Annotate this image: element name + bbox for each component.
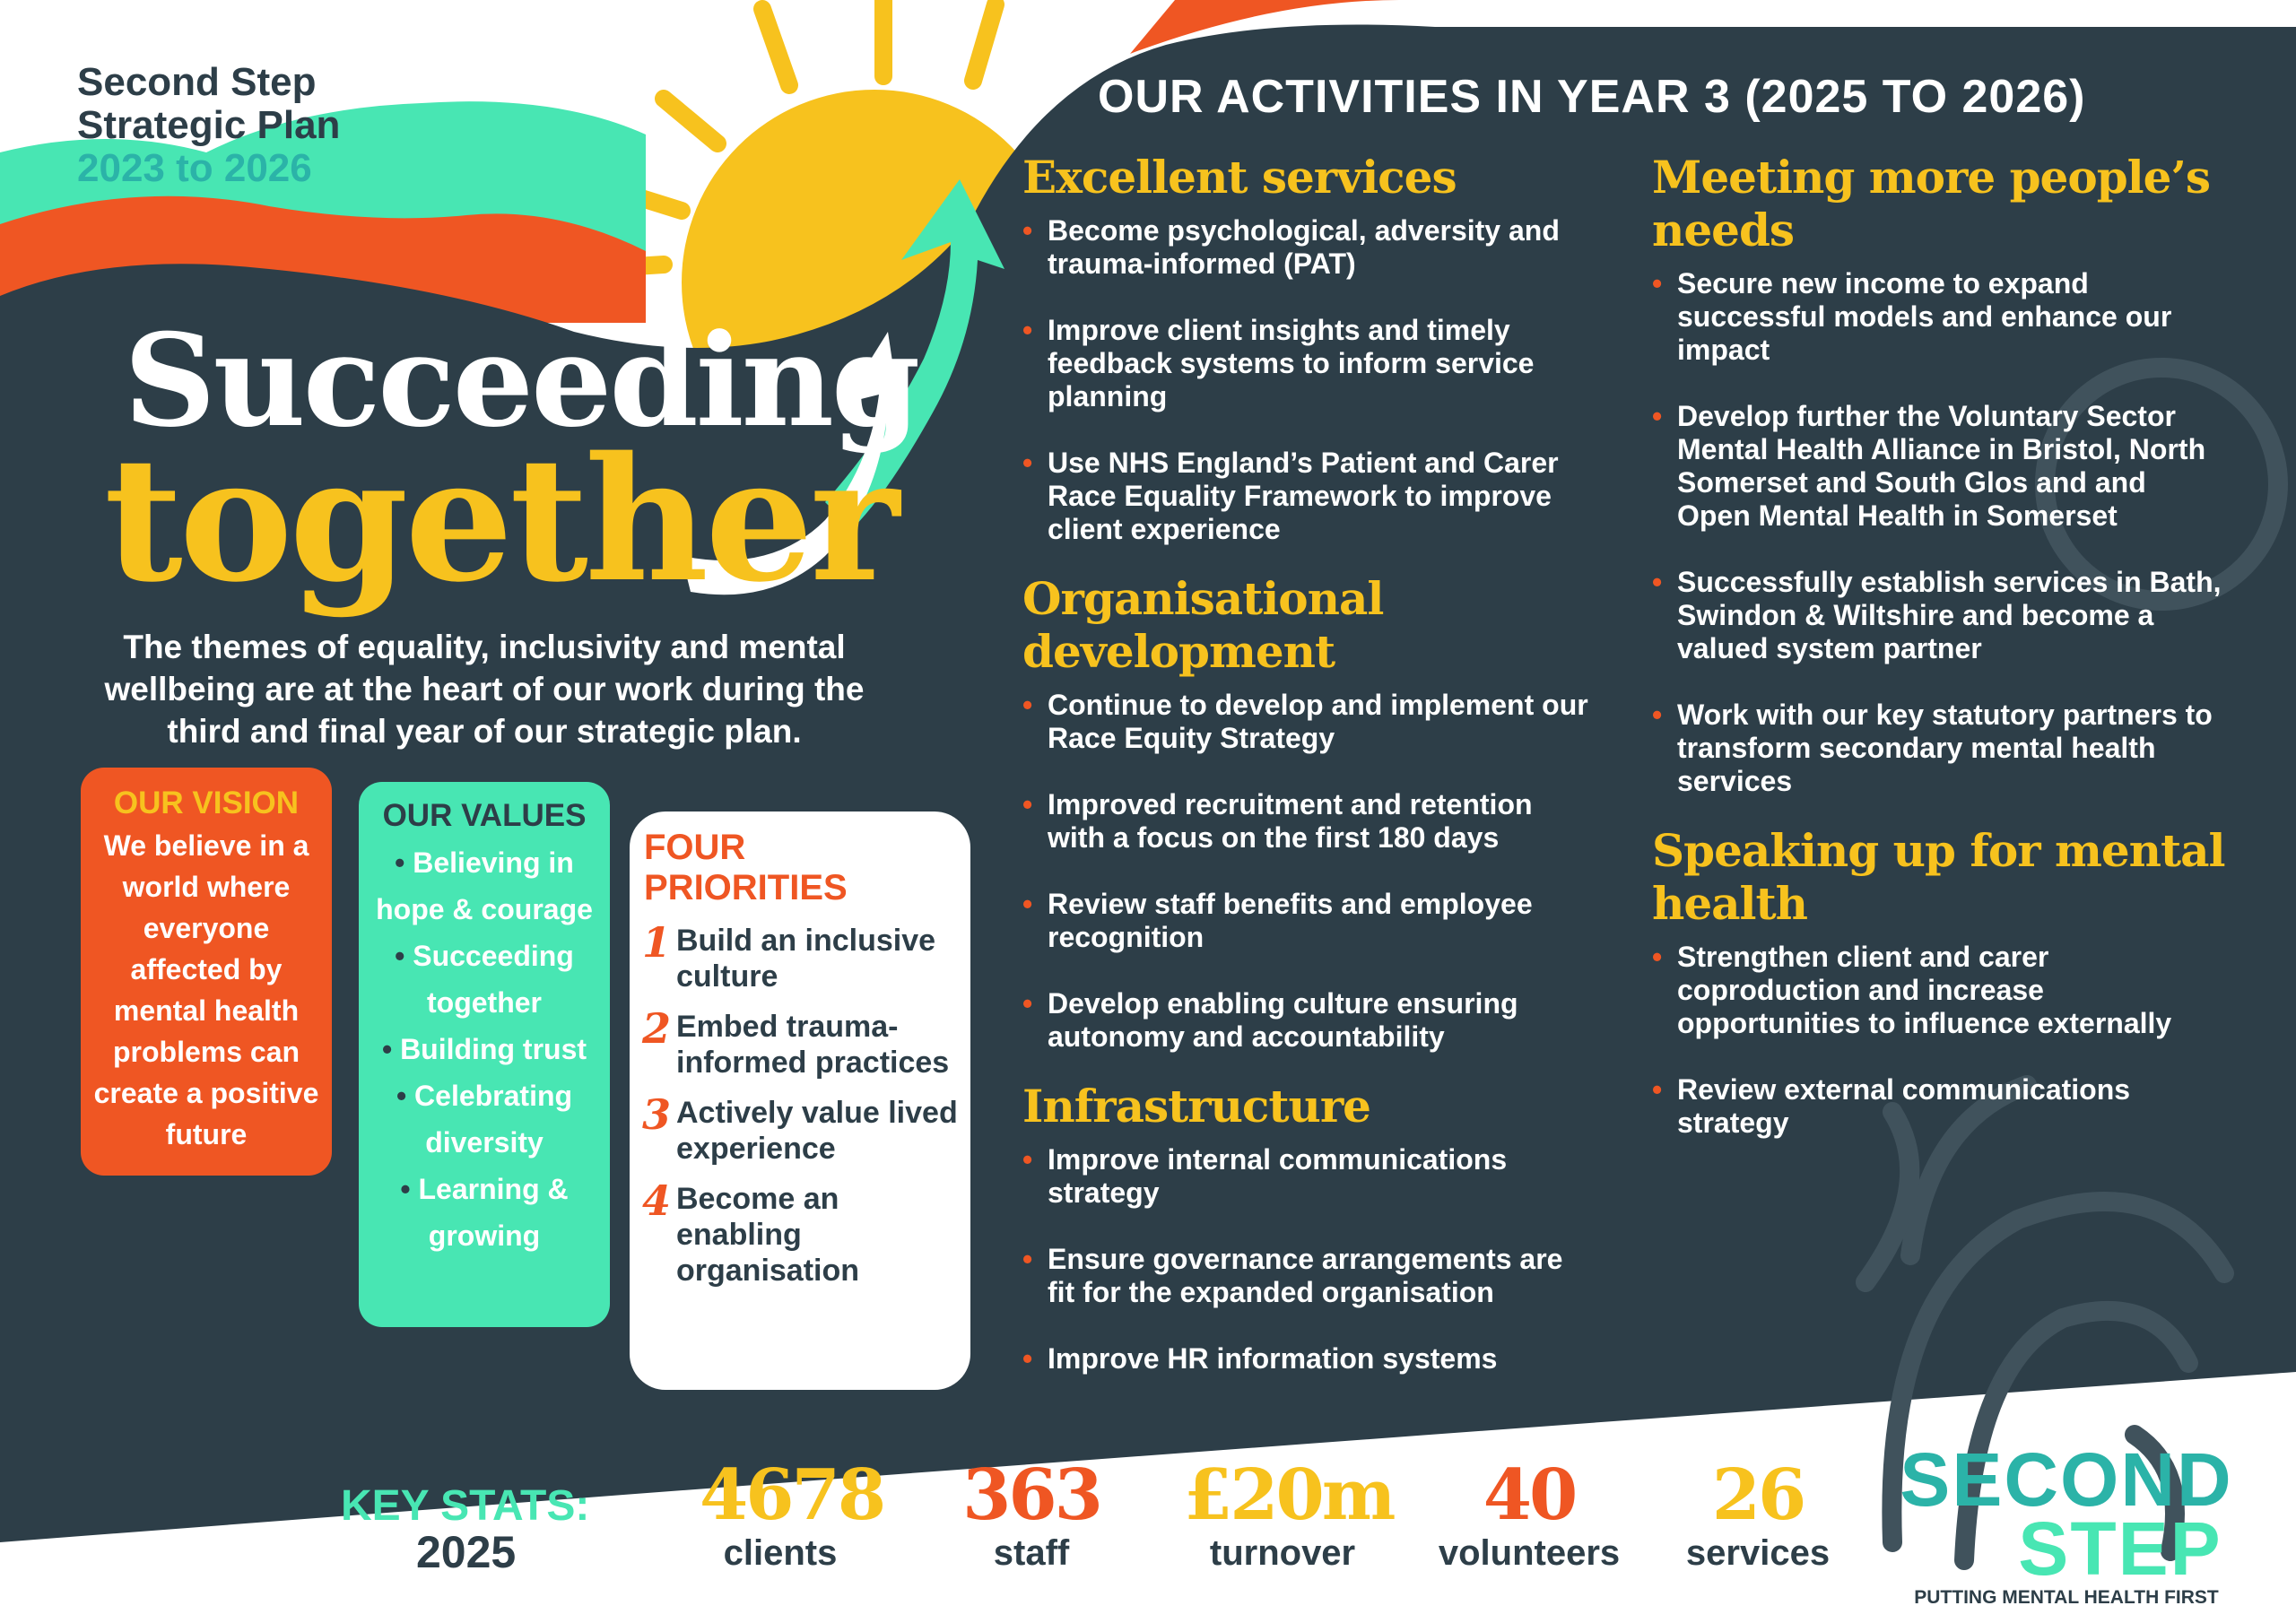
activities-column-right bbox=[1652, 151, 2226, 1173]
stat-value: 4678 bbox=[700, 1454, 884, 1536]
speaking-up-list bbox=[1652, 941, 2226, 1140]
section-organisational-development: Organisational development bbox=[1022, 572, 1384, 678]
logo-word-step: STEP bbox=[2018, 1506, 2222, 1591]
logo-tagline: PUTTING MENTAL HEALTH FIRST bbox=[1914, 1587, 2219, 1608]
activity-item: • Become psychological, adversity and trauma-informed (PAT) bbox=[1022, 214, 1596, 281]
activities-column-left bbox=[1022, 151, 1596, 1409]
vision-heading: OUR VISION bbox=[113, 785, 300, 820]
stat-turnover bbox=[1184, 1454, 1394, 1574]
activity-item: • Use NHS England’s Patient and Carer Race Equality Framework to improve client experience bbox=[1022, 447, 1596, 546]
stat-clients bbox=[700, 1454, 884, 1574]
activity-item: • Improved recruitment and retention with a focus on the first 180 days bbox=[1022, 788, 1596, 855]
infrastructure-list bbox=[1022, 1143, 1596, 1376]
priority-number: 2 bbox=[642, 1004, 672, 1053]
vision-box bbox=[81, 768, 332, 1176]
values-box bbox=[359, 782, 610, 1327]
section-infrastructure: Infrastructure bbox=[1022, 1080, 1370, 1133]
logo-word-second: SECOND bbox=[1900, 1437, 2233, 1522]
priority-item: 4 Become an enabling organisation bbox=[642, 1176, 860, 1288]
stat-value: 26 bbox=[1711, 1454, 1805, 1536]
stat-label: turnover bbox=[1209, 1533, 1356, 1573]
stat-label: staff bbox=[993, 1533, 1070, 1573]
priorities-heading: FOUR PRIORITIES bbox=[644, 828, 848, 907]
organisational-development-list bbox=[1022, 689, 1596, 1054]
stat-label: volunteers bbox=[1438, 1533, 1621, 1573]
section-meeting-needs: Meeting more people’s needs bbox=[1652, 151, 2211, 256]
priority-item: 1 Build an inclusive culture bbox=[642, 918, 936, 994]
stat-value: 40 bbox=[1483, 1454, 1576, 1536]
section-excellent-services: Excellent services bbox=[1022, 151, 1457, 204]
plan-years: 2023 to 2026 bbox=[77, 146, 312, 190]
plan-title bbox=[77, 61, 454, 190]
hero-word-succeeding: Succeeding bbox=[124, 307, 918, 456]
stat-value: 363 bbox=[962, 1454, 1100, 1536]
second-step-logo bbox=[1896, 1437, 2237, 1609]
vision-text: We believe in a world where everyone affected by mental health problems can create a positive future bbox=[93, 829, 319, 1150]
activity-item: • Improve client insights and timely feedback systems to inform service planning bbox=[1022, 314, 1596, 413]
value-item: • Succeeding together bbox=[395, 940, 574, 1019]
activities-title: OUR ACTIVITIES IN YEAR 3 (2025 TO 2026) bbox=[1098, 71, 2086, 123]
priority-item: 2 Embed trauma-informed practices bbox=[642, 1004, 950, 1080]
stat-label: clients bbox=[723, 1533, 838, 1573]
value-item: • Believing in hope & courage bbox=[376, 846, 593, 925]
value-item: • Learning & growing bbox=[400, 1173, 569, 1252]
activity-item: • Improve HR information systems bbox=[1022, 1342, 1596, 1376]
activity-item: • Develop further the Voluntary Sector Mental Health Alliance in Bristol, North Somerset and South Glos and and Open Mental Health in Somerset bbox=[1652, 400, 2226, 533]
activity-item: • Continue to develop and implement our Race Equity Strategy bbox=[1022, 689, 1596, 755]
meeting-needs-list bbox=[1652, 267, 2226, 798]
activity-item: • Secure new income to expand successful models and enhance our impact bbox=[1652, 267, 2226, 367]
stat-volunteers bbox=[1426, 1456, 1632, 1574]
stat-value: £20m bbox=[1184, 1454, 1394, 1536]
plan-title-line1: Second Step bbox=[77, 60, 317, 104]
stat-label: services bbox=[1685, 1533, 1831, 1573]
priority-number: 1 bbox=[642, 918, 672, 967]
activity-item: • Work with our key statutory partners to transform secondary mental health services bbox=[1652, 699, 2226, 798]
activity-item: • Review external communications strategy bbox=[1652, 1073, 2226, 1140]
priority-number: 3 bbox=[642, 1090, 672, 1139]
activity-item: • Ensure governance arrangements are fit for the expanded organisation bbox=[1022, 1243, 1596, 1309]
priority-item: 3 Actively value lived experience bbox=[642, 1090, 958, 1166]
value-item: • Celebrating diversity bbox=[396, 1080, 573, 1159]
priority-number: 4 bbox=[642, 1176, 672, 1225]
plan-title-line2: Strategic Plan bbox=[77, 103, 341, 147]
activity-item: • Develop enabling culture ensuring autonomy and accountability bbox=[1022, 987, 1596, 1054]
priorities-box bbox=[630, 812, 970, 1390]
activity-item: • Successfully establish services in Bath, Swindon & Wiltshire and become a valued system partner bbox=[1652, 566, 2226, 665]
values-heading: OUR VALUES bbox=[382, 798, 587, 833]
hero-word-together: together bbox=[104, 420, 897, 620]
stat-staff bbox=[951, 1456, 1112, 1574]
activity-item: • Strengthen client and carer coproduction and increase opportunities to influence externally bbox=[1652, 941, 2226, 1040]
key-stats-label: KEY STATS: bbox=[341, 1482, 590, 1530]
key-stats-year: 2025 bbox=[416, 1527, 517, 1577]
activity-item: • Review staff benefits and employee recognition bbox=[1022, 888, 1596, 954]
intro-text: The themes of equality, inclusivity and mental wellbeing are at the heart of our work during the third and final year of our strategic plan. bbox=[104, 629, 865, 750]
section-speaking-up: Speaking up for mental health bbox=[1652, 824, 2225, 930]
excellent-services-list bbox=[1022, 214, 1596, 546]
value-item: • Building trust bbox=[381, 1033, 587, 1065]
activity-item: • Improve internal communications strategy bbox=[1022, 1143, 1596, 1210]
values-list bbox=[359, 839, 610, 1259]
stat-services bbox=[1677, 1456, 1839, 1574]
